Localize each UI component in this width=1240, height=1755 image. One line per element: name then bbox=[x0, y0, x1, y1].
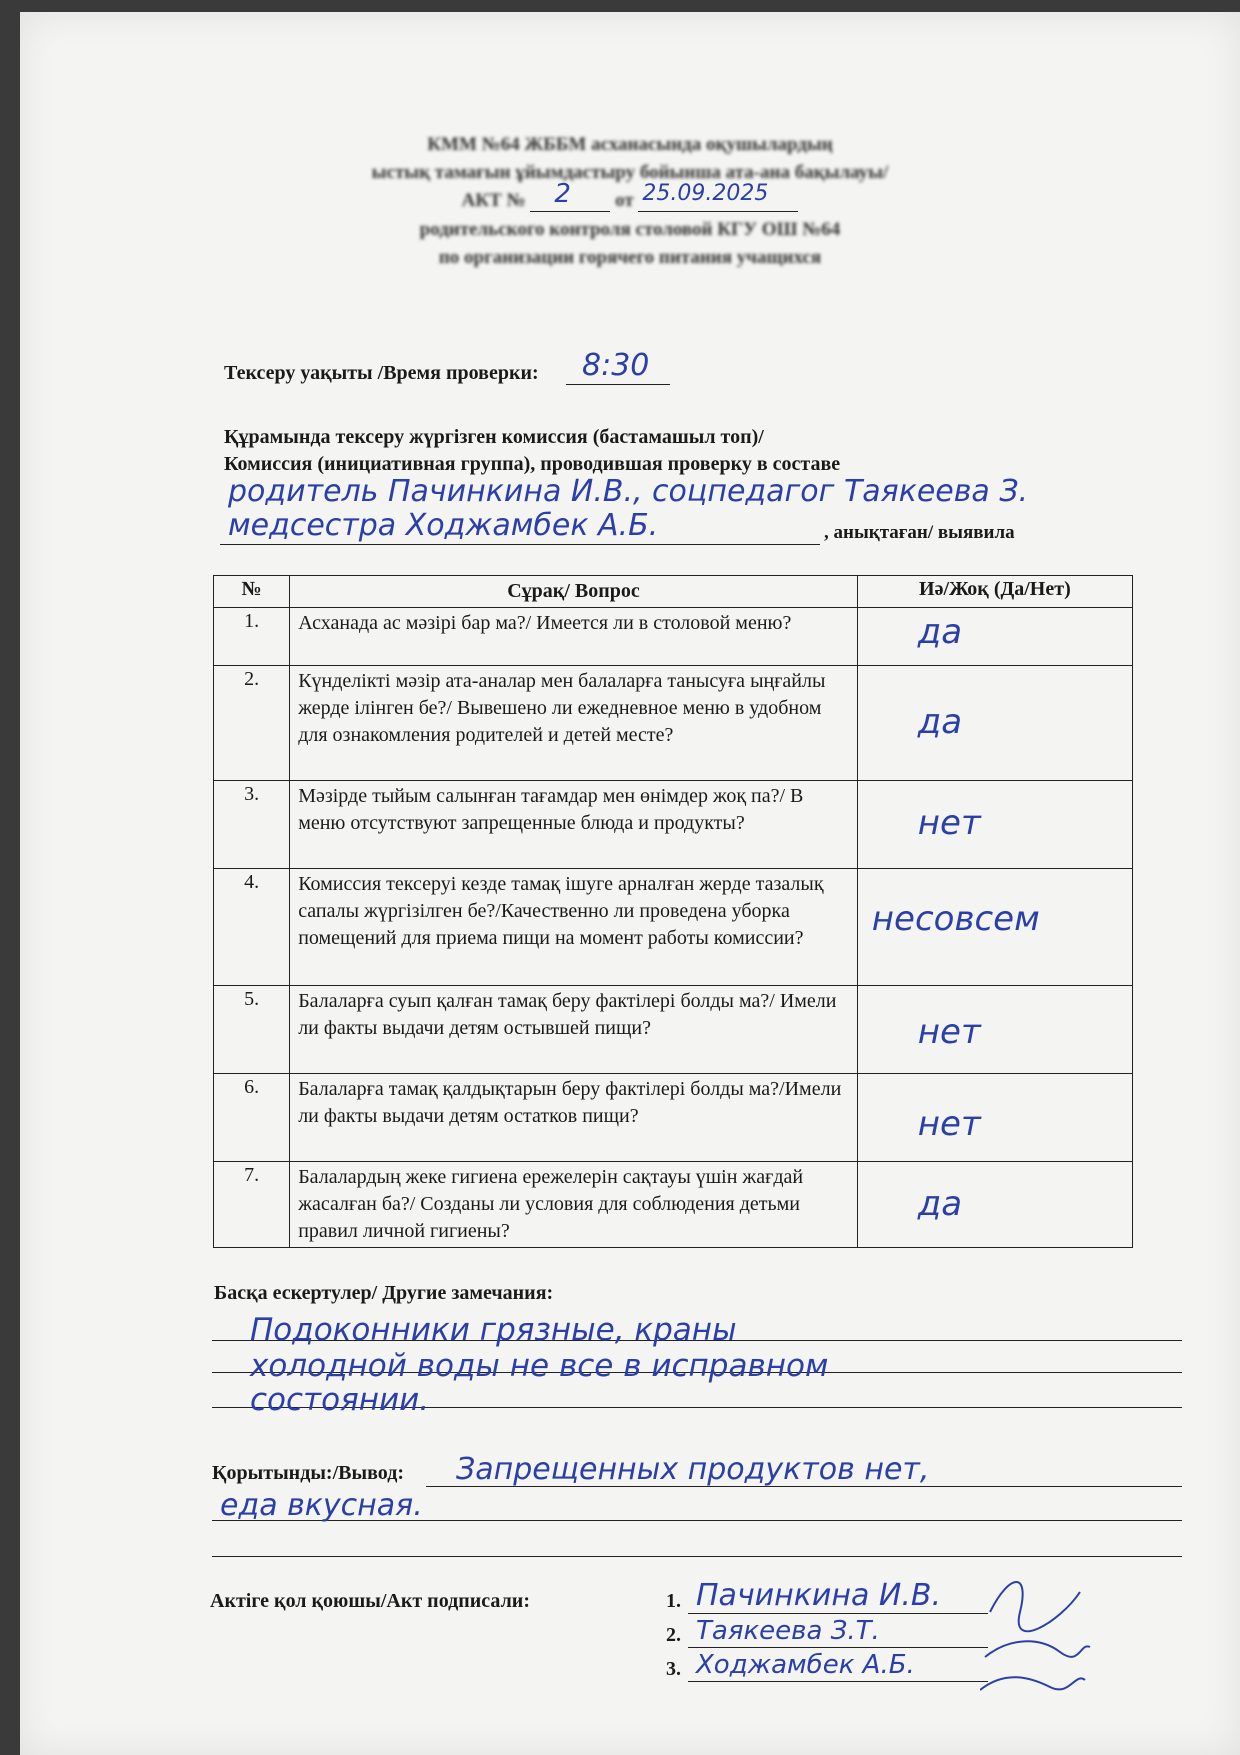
questions-table bbox=[213, 575, 1133, 1248]
signature-name-3: Ходжамбек А.Б. bbox=[696, 1650, 915, 1680]
row-question: Мәзірде тыйым салынған тағамдар мен өнімдер жоқ па?/ В меню отсутствуют запрещенные блюда и продукты? bbox=[290, 781, 858, 869]
table-header-question: Сұрақ/ Вопрос bbox=[290, 576, 858, 608]
row-num: 4. bbox=[214, 869, 290, 986]
row-answer-cell bbox=[857, 986, 1132, 1074]
row-num: 3. bbox=[214, 781, 290, 869]
table-row bbox=[214, 781, 1133, 869]
row-question: Балаларға суып қалған тамақ беру фактілері болды ма?/ Имели ли факты выдачи детям остывшей пищи? bbox=[290, 986, 858, 1074]
signature-num-1: 1. bbox=[666, 1590, 681, 1612]
row-answer-cell bbox=[857, 1074, 1132, 1162]
row-answer-cell bbox=[857, 1162, 1132, 1248]
remarks-text-2: холодной воды не все в исправном bbox=[250, 1348, 829, 1384]
signature-line-1 bbox=[688, 1613, 988, 1614]
commission-members-2: медсестра Ходжамбек А.Б. bbox=[228, 508, 659, 543]
row-answer: да bbox=[917, 612, 963, 652]
row-answer: несовсем bbox=[871, 899, 1040, 939]
header-line-5: по организации горячего питания учащихся bbox=[438, 247, 822, 268]
signature-scribbles bbox=[980, 1552, 1100, 1702]
signature-line-3 bbox=[688, 1681, 988, 1682]
row-answer: да bbox=[917, 1184, 963, 1224]
row-answer: да bbox=[917, 702, 963, 742]
act-date-field bbox=[638, 181, 798, 212]
row-answer-cell bbox=[857, 869, 1132, 986]
commission-label-ru: Комиссия (инициативная группа), проводившая проверку в составе bbox=[224, 453, 841, 475]
header-line-4: родительского контроля столовой КГУ ОШ №64 bbox=[419, 219, 841, 240]
act-number: 2 bbox=[554, 179, 571, 209]
row-answer: нет bbox=[917, 803, 981, 843]
row-answer: нет bbox=[917, 1104, 981, 1144]
header-line-1: КММ №64 ЖББМ асханасында оқушылардың bbox=[427, 134, 833, 155]
table-row bbox=[214, 869, 1133, 986]
row-answer-cell bbox=[857, 666, 1132, 781]
signatures-label: Актіге қол қоюшы/Акт подписали: bbox=[210, 1590, 530, 1612]
table-row bbox=[214, 1162, 1133, 1248]
row-question: Балаларға тамақ қалдықтарын беру фактілері болды ма?/Имели ли факты выдачи детям остатков пищи? bbox=[290, 1074, 858, 1162]
remarks-text-1: Подоконники грязные, краны bbox=[250, 1312, 737, 1348]
table-row bbox=[214, 666, 1133, 781]
conclusion-label: Қорытынды:/Вывод: bbox=[212, 1462, 404, 1484]
remarks-text-3: состоянии. bbox=[250, 1382, 430, 1418]
row-question: Балалардың жеке гигиена ережелерін сақтауы үшін жағдай жасалған ба?/ Созданы ли условия для соблюдения детьми правил личной гигиены? bbox=[290, 1162, 858, 1248]
remarks-label: Басқа ескертулер/ Другие замечания: bbox=[214, 1282, 554, 1304]
commission-label-kz: Құрамында тексеру жүргізген комиссия (бастамашыл топ)/ bbox=[224, 426, 764, 448]
commission-members-line bbox=[220, 544, 820, 545]
table-row bbox=[214, 1074, 1133, 1162]
row-question: Асханада ас мәзірі бар ма?/ Имеется ли в столовой меню? bbox=[290, 608, 858, 666]
act-label: АКТ № bbox=[461, 190, 526, 211]
signature-num-3: 3. bbox=[666, 1658, 681, 1680]
check-time-value: 8:30 bbox=[582, 348, 650, 383]
row-answer-cell bbox=[857, 781, 1132, 869]
signature-num-2: 2. bbox=[666, 1624, 681, 1646]
signature-line-2 bbox=[688, 1647, 988, 1648]
conclusion-text-1: Запрещенных продуктов нет, bbox=[456, 1452, 930, 1487]
act-from-label: от bbox=[615, 190, 634, 211]
row-num: 6. bbox=[214, 1074, 290, 1162]
table-row bbox=[214, 986, 1133, 1074]
signature-name-1: Пачинкина И.В. bbox=[696, 1578, 942, 1613]
table-header-answer: Иә/Жоқ (Да/Нет) bbox=[857, 576, 1132, 608]
conclusion-text-2: еда вкусная. bbox=[220, 1488, 423, 1523]
header-line-2: ыстық тамағын ұйымдастыру бойынша ата-ана бақылауы/ bbox=[371, 162, 889, 183]
act-title bbox=[20, 179, 1240, 212]
row-num: 5. bbox=[214, 986, 290, 1074]
row-question: Күнделікті мәзір ата-аналар мен балаларға танысуға ыңғайлы жерде ілінген бе?/ Вывешено ли ежедневное меню в удобном для ознакомления родителей и детей месте? bbox=[290, 666, 858, 781]
check-time-line bbox=[566, 384, 670, 385]
check-time-label: Тексеру уақыты /Время проверки: bbox=[224, 362, 539, 384]
row-answer: нет bbox=[917, 1012, 981, 1052]
row-num: 2. bbox=[214, 666, 290, 781]
row-question: Комиссия тексеруі кезде тамақ ішуге арналған жерде тазалық сапалы жүргізілген бе?/Качественно ли проведена уборка помещений для приема пищи на момент работы комиссии? bbox=[290, 869, 858, 986]
table-header-row bbox=[214, 576, 1133, 608]
document-page bbox=[20, 12, 1240, 1755]
act-date: 25.09.2025 bbox=[642, 181, 769, 206]
row-num: 1. bbox=[214, 608, 290, 666]
table-row bbox=[214, 608, 1133, 666]
row-num: 7. bbox=[214, 1162, 290, 1248]
act-number-field bbox=[530, 179, 610, 212]
identified-label: , анықтаған/ выявила bbox=[824, 522, 1015, 543]
row-answer-cell bbox=[857, 608, 1132, 666]
signature-name-2: Таякеева З.Т. bbox=[696, 1616, 880, 1646]
commission-members-1: родитель Пачинкина И.В., соцпедагог Таякеева З. bbox=[228, 474, 1029, 509]
table-header-num: № bbox=[214, 576, 290, 608]
